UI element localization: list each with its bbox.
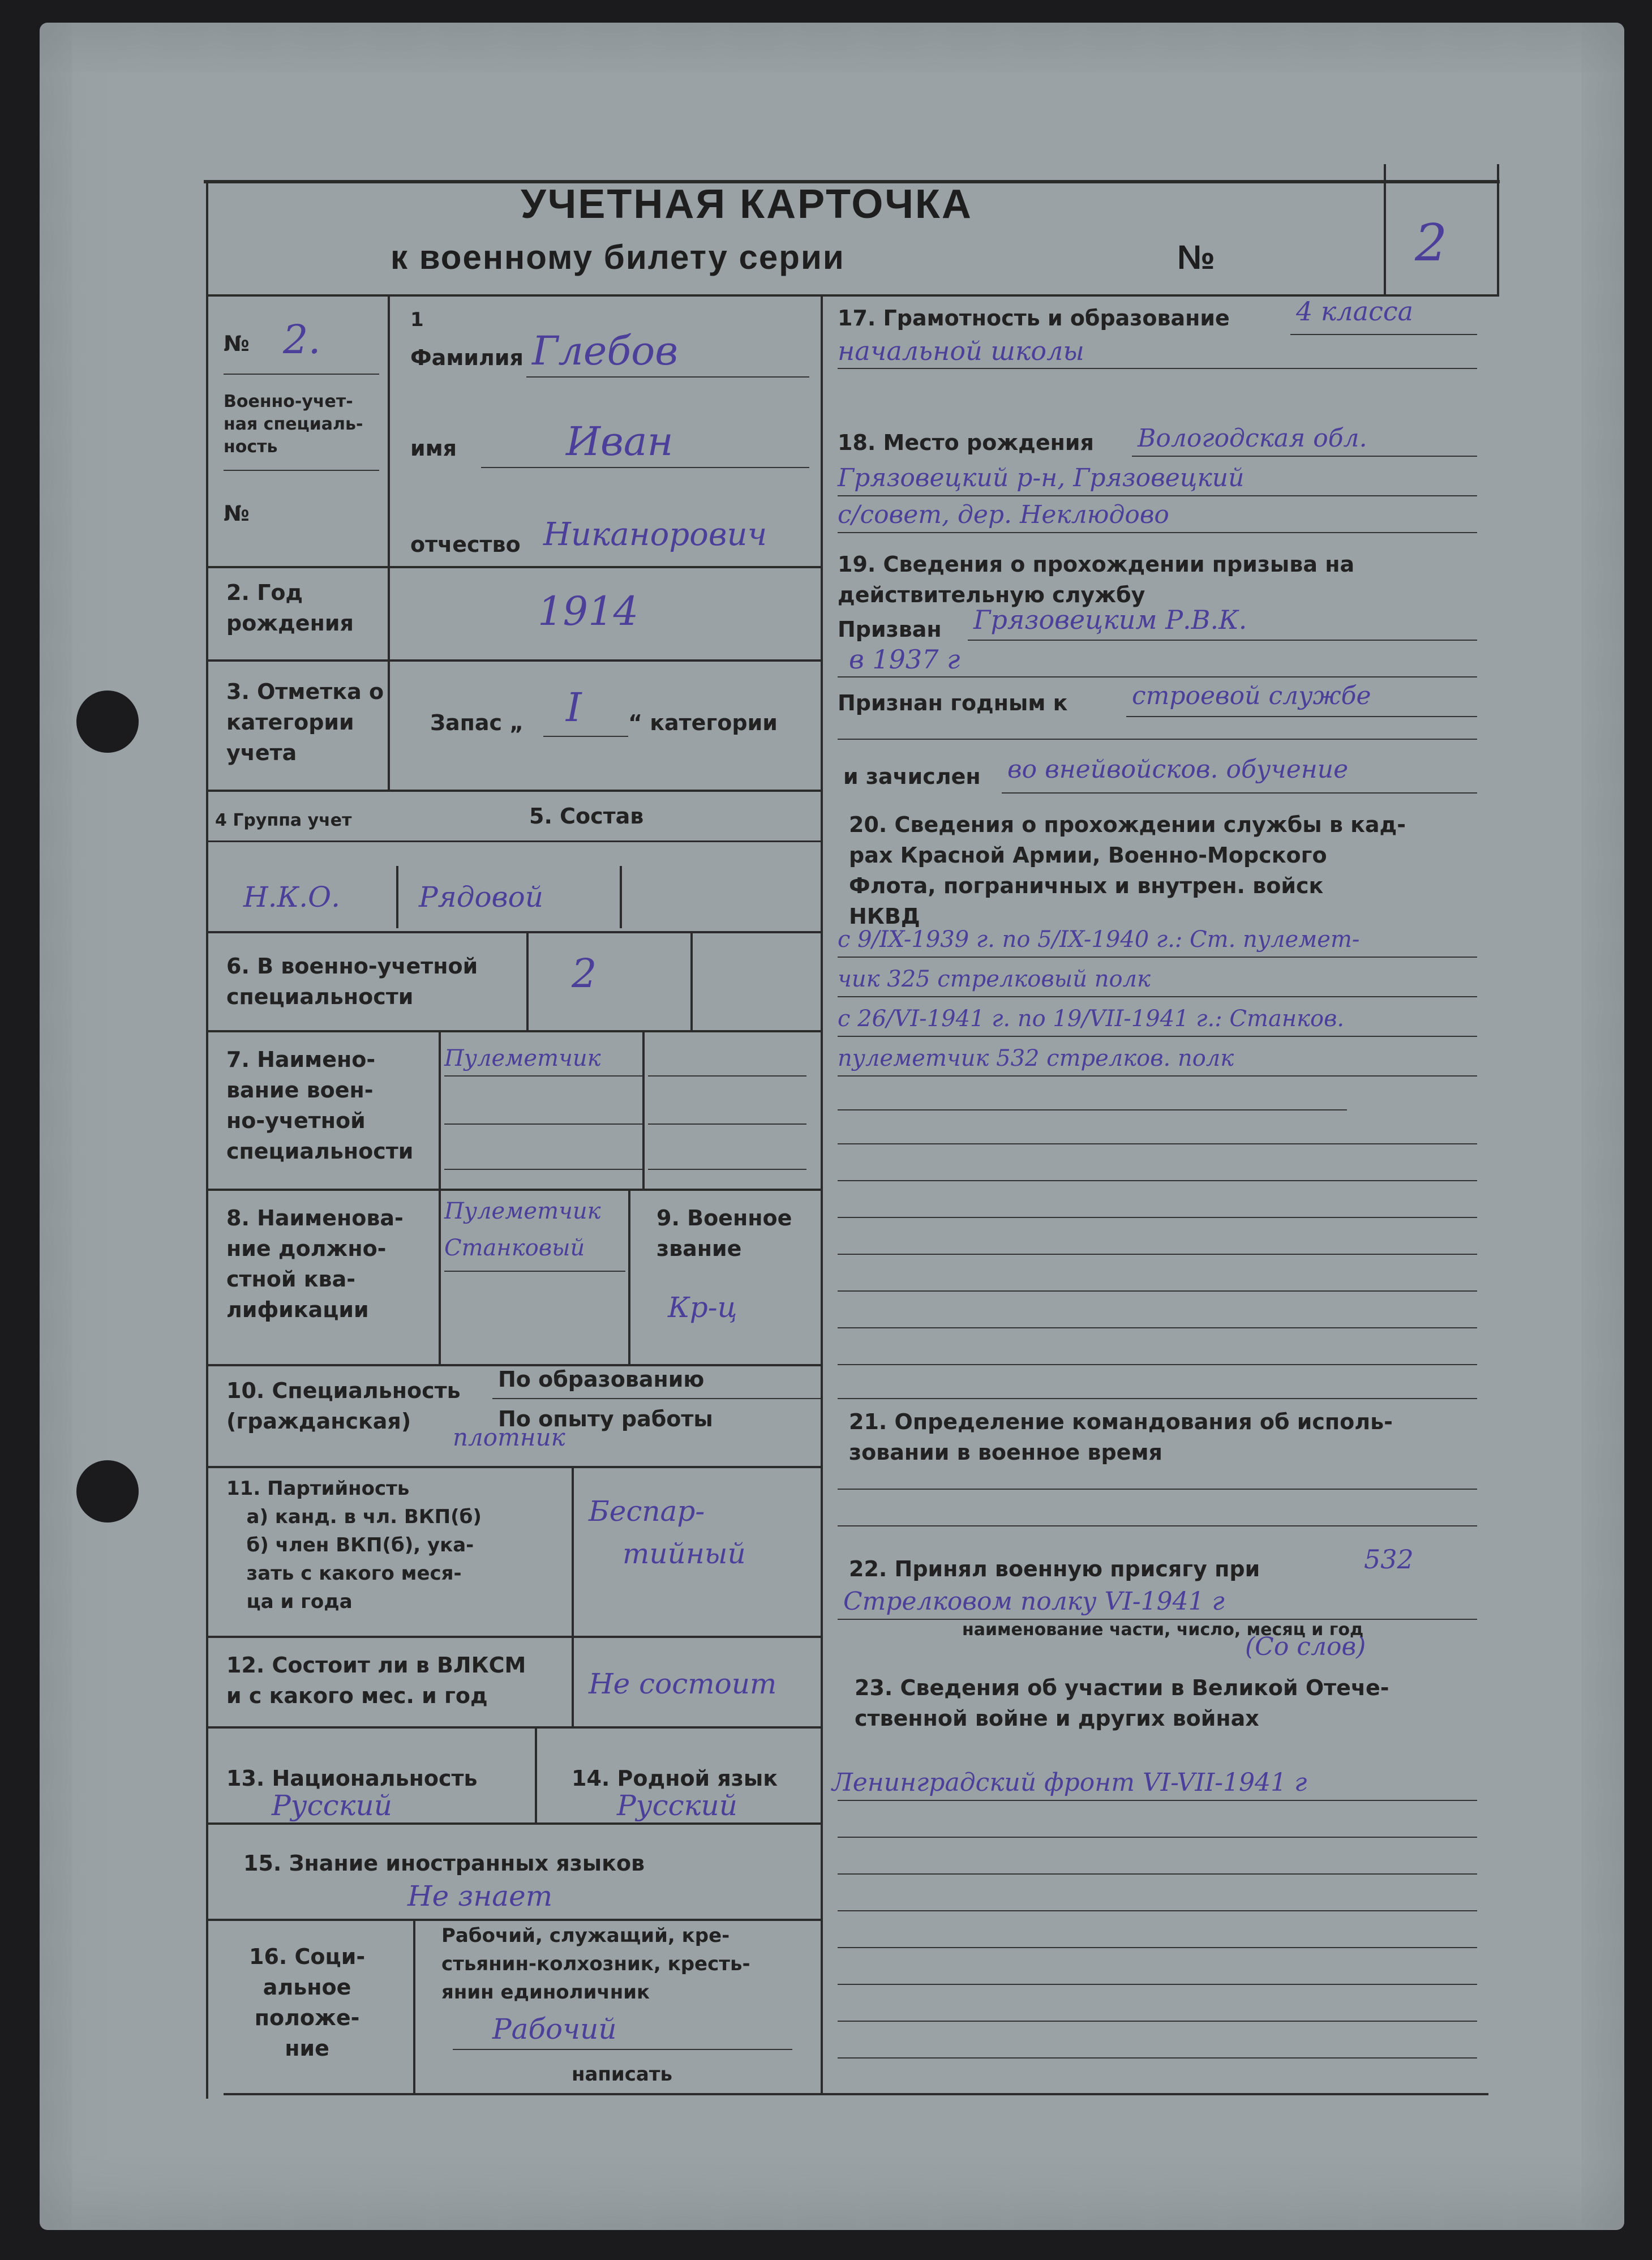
vus-label: Военно-учет- ная специаль- ность [224,392,363,457]
surname-value: Глебов [532,328,678,374]
f19-enrolled-value: во внейвойсков. обучение [1007,755,1349,784]
f12-value: Не состоит [589,1667,777,1700]
f15-value: Не знает [407,1880,553,1912]
f19-fit-label: Признан годным к [838,691,1068,715]
f19-called-value: Грязовецким Р.В.К. [973,604,1247,635]
f14-value: Русский [617,1789,737,1822]
f14-label: 14. Родной язык [572,1766,778,1791]
no2-label: № [224,501,250,526]
f20-label: 20. Сведения о прохождении службы в кад- рах Красной Армии, Военно-Морского Флота, пограничных и внутрен. войск НКВД [849,812,1406,929]
f16-write-label: написать [572,2063,673,2086]
card-subtitle: к военному билету серии [391,238,845,276]
f15-label: 15. Знание иностранных языков [243,1851,645,1876]
f13-value: Русский [272,1789,392,1822]
f19-called-label: Призван [838,617,942,642]
f11-value-2: тийный [623,1537,746,1570]
f5-value: Рядовой [419,881,543,914]
name-label: имя [410,436,457,461]
punch-hole-bottom [76,1460,139,1523]
f1-number: 1 [410,308,424,331]
no-label: № [224,331,250,356]
f4-label: 4 Группа учет [215,810,352,830]
no-value: 2. [283,316,321,363]
surname-label: Фамилия [410,345,524,370]
f11-value-1: Беспар- [589,1495,705,1528]
f23-label: 23. Сведения об участии в Великой Отече- ственной войне и других войнах [855,1675,1389,1731]
f11-label: 11. Партийность а) канд. в чл. ВКП(б) б) член ВКП(б), ука- зать с какого меся- ца и года [226,1477,482,1613]
patronymic-value: Никанорович [543,516,767,553]
f22-value-1: Стрелковом полку VI-1941 г [843,1587,1225,1616]
f10-edu-label: По образованию [498,1367,705,1392]
f2-label: 2. Год рождения [226,580,354,636]
f21-label: 21. Определение командования об исполь- зовании в военное время [849,1409,1393,1465]
punch-hole-top [76,691,139,753]
f23-value: Ленинградский фронт VI-VII-1941 г [832,1768,1307,1797]
f16-options: Рабочий, служащий, кре- стьянин-колхозник, кресть- янин единоличник [441,1924,750,2004]
f19-fit-value: строевой службе [1132,681,1371,710]
f22-caption: наименование части, число, месяц и год [962,1620,1364,1640]
f22-value-2: (Со слов) [1245,1632,1366,1661]
f17-value-2: начальной школы [838,336,1084,366]
f19-enrolled-label: и зачислен [843,764,981,789]
card-number: 2 [1415,213,1448,273]
f10-value: плотник [453,1423,565,1451]
f8-value-2: Станковый [444,1235,585,1261]
f6-value: 2 [572,950,597,997]
card-title: УЧЕТНАЯ КАРТОЧКА [521,182,973,227]
name-value: Иван [566,418,673,465]
f8-value-1: Пулеметчик [444,1198,601,1224]
f8-label: 8. Наименова- ние должно- стной ква- лификации [226,1206,404,1322]
f19-called-year: в 1937 г [849,644,960,675]
f20-line-1: с 9/IX-1939 г. по 5/IX-1940 г.: Ст. пулемет- [838,927,1360,953]
f16-value: Рабочий [492,2013,617,2045]
patronymic-label: отчество [410,532,521,557]
f9-value: Кр-ц [668,1291,737,1324]
f3-value: I [566,684,582,731]
f10-label: 10. Специальность (гражданская) [226,1378,461,1434]
f3-reserve-label: Запас „ [430,710,524,735]
f3-label: 3. Отметка о категории учета [226,679,384,765]
f20-line-2: чик 325 стрелковый полк [838,966,1151,992]
f18-value-2: Грязовецкий р-н, Грязовецкий [838,464,1245,492]
f9-label: 9. Военное звание [656,1206,792,1261]
f6-label: 6. В военно-учетной специальности [226,954,478,1009]
f10-exp-label: По опыту работы [498,1406,713,1431]
f18-label: 18. Место рождения [838,430,1094,455]
f18-value-3: с/совет, дер. Неклюдово [838,500,1169,529]
f2-value: 1914 [538,588,639,634]
f4-value: Н.К.О. [243,881,340,914]
f19-label: 19. Сведения о прохождении призыва на действительную службу [838,552,1355,607]
f17-value-1: 4 класса [1296,296,1414,327]
f20-line-3: с 26/VI-1941 г. по 19/VII-1941 г.: Станков. [838,1006,1345,1032]
f12-label: 12. Состоит ли в ВЛКСМ и с какого мес. и год [226,1653,526,1708]
f5-label: 5. Состав [529,804,644,829]
f13-label: 13. Национальность [226,1766,478,1791]
f17-label: 17. Грамотность и образование [838,306,1230,331]
f7-value: Пулеметчик [444,1045,601,1071]
f3-reserve-suffix: “ категории [628,710,778,735]
f16-label: 16. Соци- альное положе- ние [249,1944,366,2061]
f20-line-4: пулеметчик 532 стрелков. полк [838,1045,1234,1071]
f18-value-1: Вологодская обл. [1138,424,1367,453]
f22-label: 22. Принял военную присягу при [849,1556,1260,1581]
f7-label: 7. Наимено- вание воен- но-учетной специальности [226,1047,414,1164]
number-label: № [1177,238,1216,276]
f22-value-num: 532 [1364,1544,1414,1575]
